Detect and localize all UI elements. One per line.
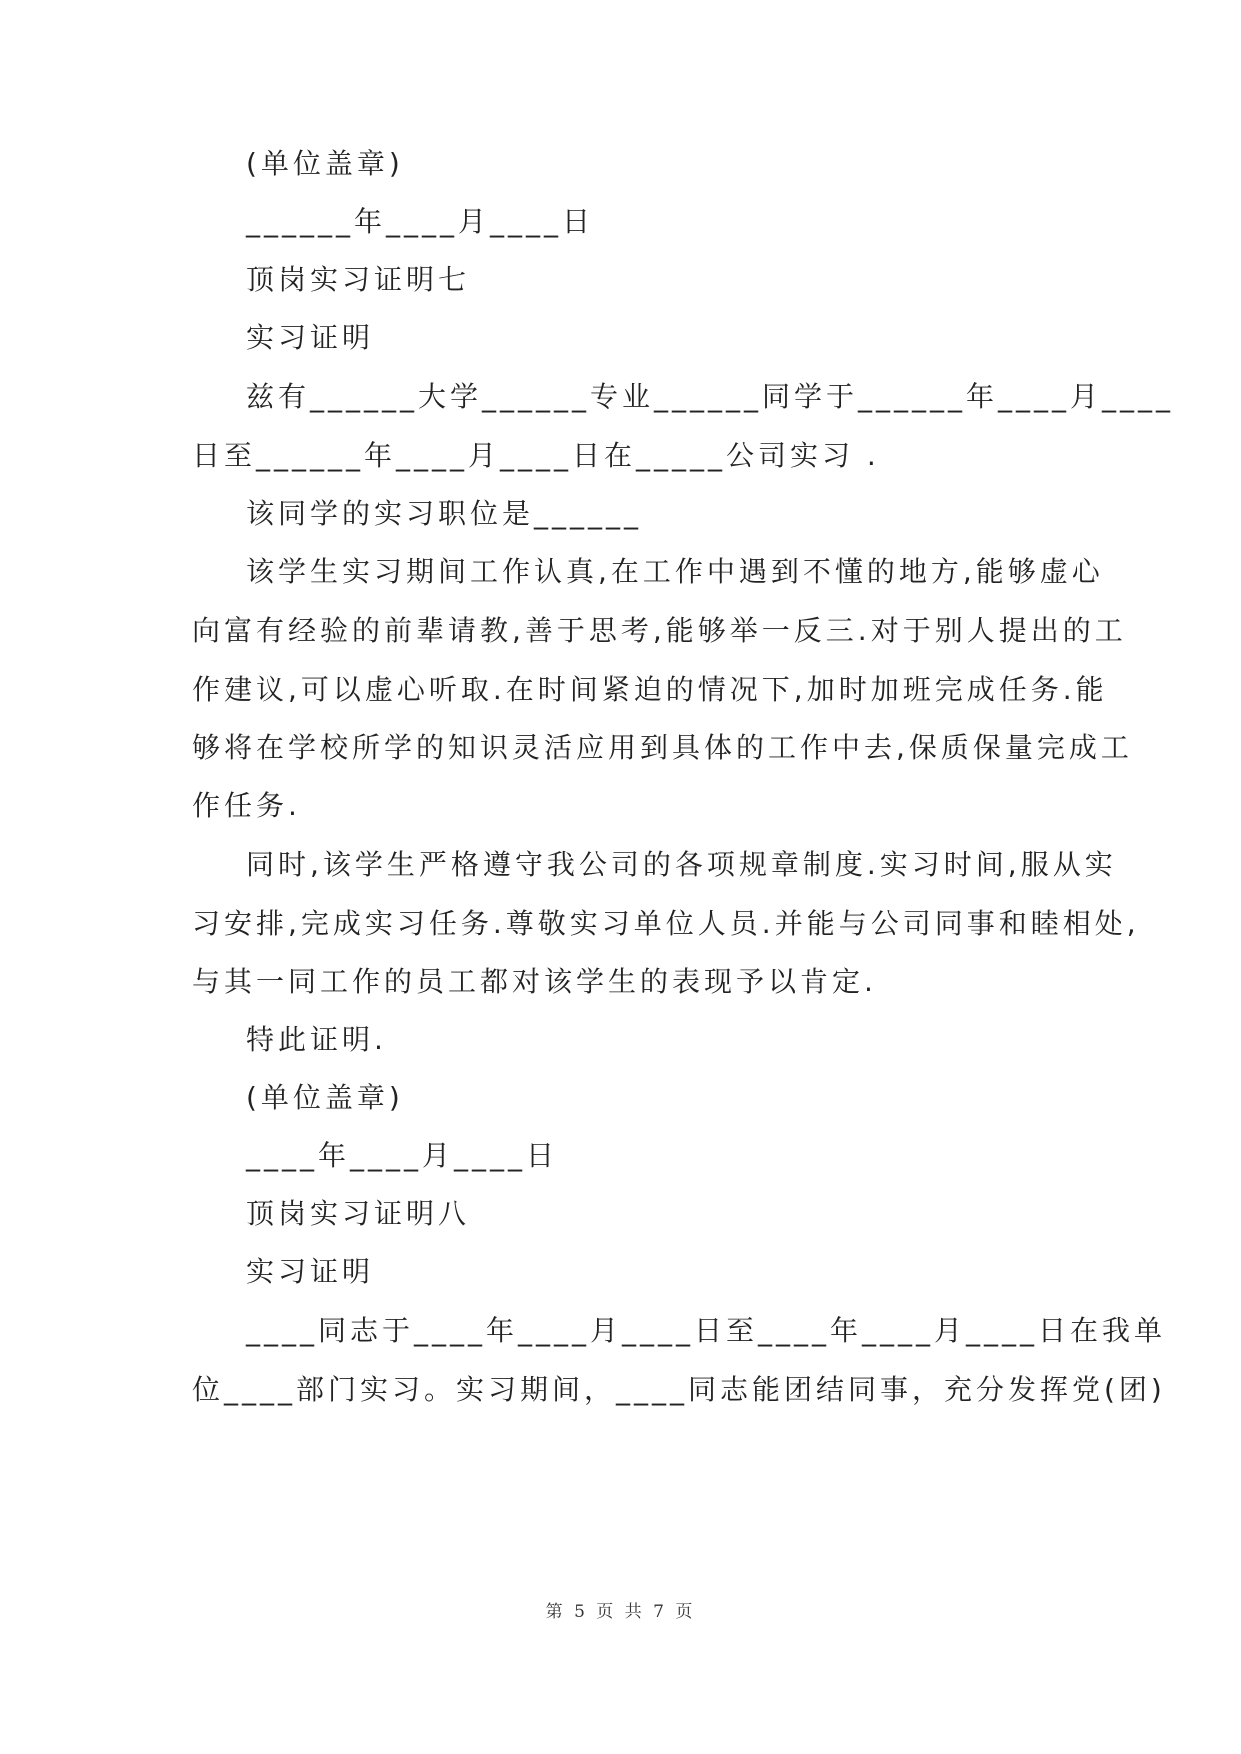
seal-note-1: (单位盖章) [246,147,404,180]
page-footer: 第 5 页 共 7 页 [545,1602,696,1622]
paragraph-line: 日至______年____月____日在_____公司实习 . [192,439,880,472]
closing-line: 特此证明. [246,1023,387,1056]
paragraph-line: 该同学的实习职位是______ [246,497,643,530]
seal-note-2: (单位盖章) [246,1081,404,1114]
date-blank-2: ____年____月____日 [246,1139,559,1172]
paragraph-line: 同时,该学生严格遵守我公司的各项规章制度.实习时间,服从实 [246,848,1117,881]
paragraph-line: 兹有______大学______专业______同学于______年____月____ [246,380,1175,413]
paragraph-line: 位____部门实习。实习期间，____同志能团结同事，充分发挥党(团) [192,1373,1166,1406]
paragraph-line: 作建议,可以虚心听取.在时间紧迫的情况下,加时加班完成任务.能 [192,673,1108,706]
date-blank-1: ______年____月____日 [246,205,595,238]
certificate-heading-8: 实习证明 [246,1255,375,1288]
paragraph-line: 与其一同工作的员工都对该学生的表现予以肯定. [192,965,877,998]
certificate-heading-7: 实习证明 [246,321,375,354]
paragraph-line: ____同志于____年____月____日至____年____月____日在我单 [246,1314,1167,1347]
paragraph-line: 作任务. [192,789,301,822]
paragraph-line: 向富有经验的前辈请教,善于思考,能够举一反三.对于别人提出的工 [192,614,1127,647]
paragraph-line: 该学生实习期间工作认真,在工作中遇到不懂的地方,能够虚心 [246,555,1104,588]
paragraph-line: 够将在学校所学的知识灵活应用到具体的工作中去,保质保量完成工 [192,731,1133,764]
section-title-7: 顶岗实习证明七 [246,263,471,296]
section-title-8: 顶岗实习证明八 [246,1197,471,1230]
paragraph-line: 习安排,完成实习任务.尊敬实习单位人员.并能与公司同事和睦相处, [192,907,1140,940]
